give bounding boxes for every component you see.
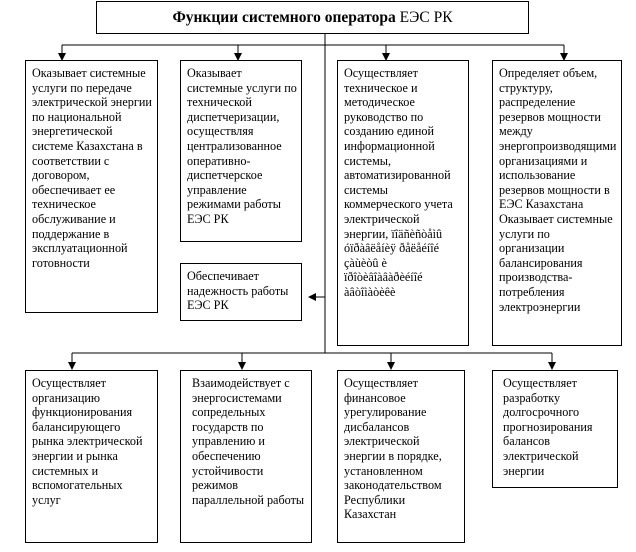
function-box-information-system: Осуществляет техническое и методическое руководство по созданию единой информационной системы, автоматизированной системы коммерческого учета электрической энергии, ïîäñèñòåìû óïðàâëåíèÿ ðåëåéíîé çàùèòû è ïðîòèâîàâàðèéíîé àâòîìàòèêè	[337, 60, 469, 346]
function-box-interaction: Взаимодействует с энергосистемами сопредельных государств по управлению и обеспечению устойчивости режимов параллельной работы	[180, 370, 312, 543]
function-box-transmission: Оказывает системные услуги по передаче электрической энергии по национальной энергетической системе Казахстана в соответствии с договором, обеспечивает ее техническое обслуживание и поддержание в эксплуатационной готовности	[25, 60, 158, 313]
function-box-reliability: Обеспечивает надежность работы ЕЭС РК	[180, 263, 302, 321]
function-box-power-reserves: Определяет объем, структуру, распределение резервов мощности между энергопроизводящими организациями и использование резервов мощности в ЕЭС Казахстана Оказывает системные услуги по организации балансирования производства-потребления электроэнергии	[492, 60, 622, 346]
function-box-balancing-market: Осуществляет организацию функционирования балансирующего рынка электрической энергии и рынка системных и вспомогательных услуг	[25, 370, 158, 543]
function-box-dispatching: Оказывает системные услуги по технической диспетчеризации, осуществляя централизованное оперативно-диспетчерское управление режимами работы ЕЭС РК	[180, 60, 302, 242]
function-box-forecasting: Осуществляет разработку долгосрочного прогнозирования балансов электрической энергии	[492, 370, 618, 488]
title-suffix: ЕЭС РК	[399, 9, 453, 26]
function-box-financial-settlement: Осуществляет финансовое урегулирование дисбалансов электрической энергии в порядке, установленном законодательством Республики Казахстан	[337, 370, 465, 543]
title-main: Функции системного оператора	[172, 9, 396, 26]
diagram-title	[96, 1, 529, 34]
